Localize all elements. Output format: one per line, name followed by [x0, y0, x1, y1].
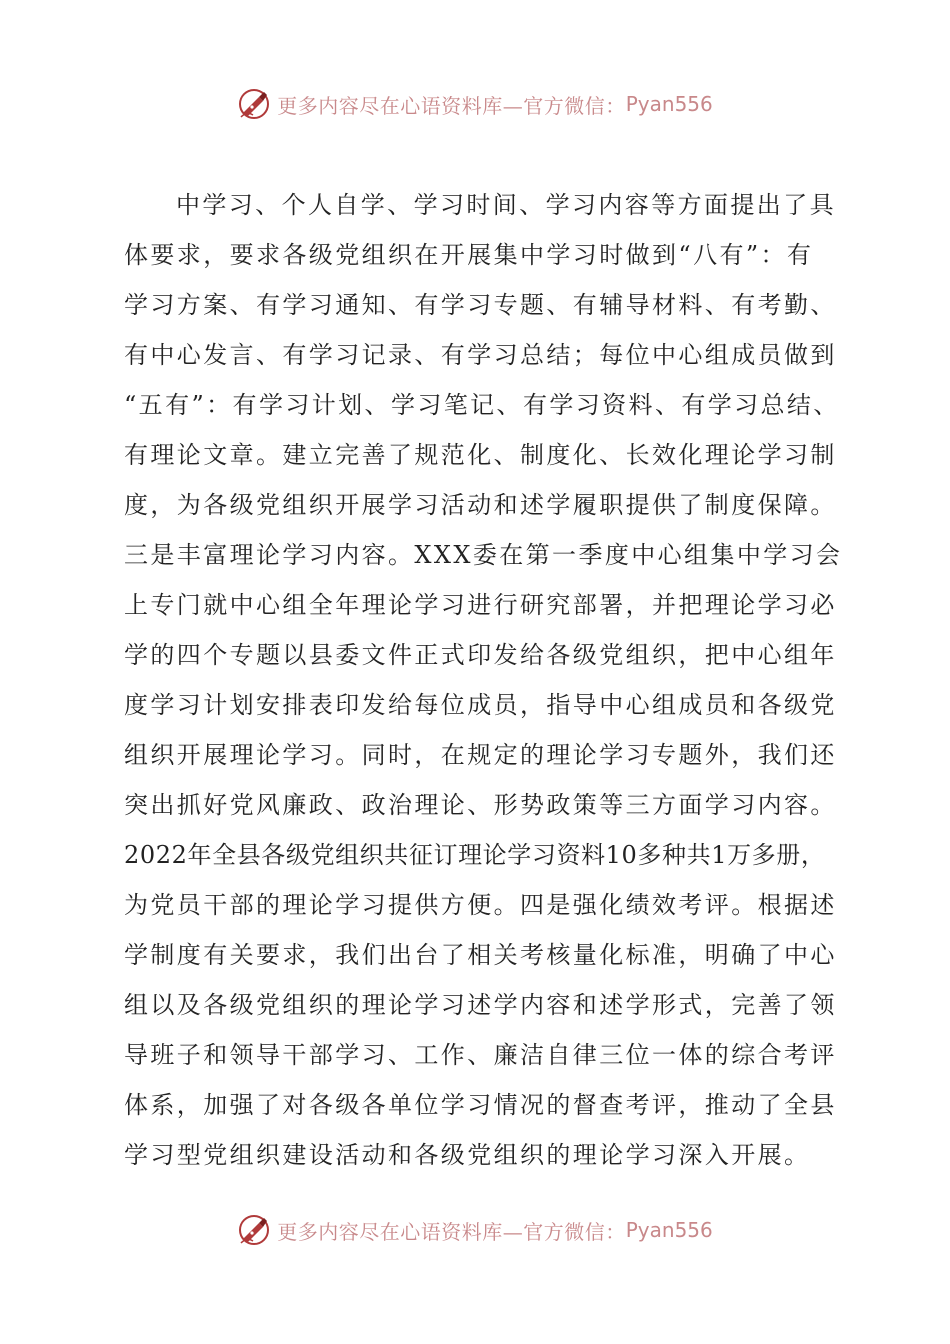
footer-wechat-id: Pyan556 [625, 1218, 713, 1242]
footer-banner [0, 1210, 950, 1250]
body-line: 有理论文章。建立完善了规范化、制度化、长效化理论学习制 [124, 441, 837, 469]
header-banner [0, 84, 950, 124]
header-wechat-id: Pyan556 [625, 92, 713, 116]
body-line: 学制度有关要求，我们出台了相关考核量化标准，明确了中心 [124, 941, 837, 969]
body-line: 突出抓好党风廉政、政治理论、形势政策等三方面学习内容。 [124, 791, 837, 819]
body-line: 组织开展理论学习。同时，在规定的理论学习专题外，我们还 [124, 741, 837, 769]
body-line: 2022年全县各级党组织共征订理论学习资料10多种共1万多册， [124, 841, 826, 869]
body-line: 三是丰富理论学习内容。XXX委在第一季度中心组集中学习会 [124, 541, 843, 569]
pen-nib-logo-icon [237, 1213, 271, 1247]
body-line: 学的四个专题以县委文件正式印发给各级党组织，把中心组年 [124, 641, 837, 669]
body-line: 度学习计划安排表印发给每位成员，指导中心组成员和各级党 [124, 691, 837, 719]
pen-nib-logo-icon [237, 87, 271, 121]
body-line: 为党员干部的理论学习提供方便。四是强化绩效考评。根据述 [124, 891, 837, 919]
body-line: 中学习、个人自学、学习时间、学习内容等方面提出了具 [176, 191, 836, 219]
body-line: 上专门就中心组全年理论学习进行研究部署，并把理论学习必 [124, 591, 837, 619]
footer-banner-text: 更多内容尽在心语资料库—官方微信： [277, 1219, 626, 1244]
body-line: 体系，加强了对各级各单位学习情况的督查考评，推动了全县 [124, 1091, 837, 1119]
body-line: “五有”：有学习计划、学习笔记、有学习资料、有学习总结、 [124, 391, 840, 419]
body-line: 有中心发言、有学习记录、有学习总结；每位中心组成员做到 [124, 341, 837, 369]
header-banner-text: 更多内容尽在心语资料库—官方微信： [277, 93, 626, 118]
body-line: 体要求，要求各级党组织在开展集中学习时做到“八有”：有 [124, 241, 814, 269]
body-line: 组以及各级党组织的理论学习述学内容和述学形式，完善了领 [124, 991, 837, 1019]
body-line: 导班子和领导干部学习、工作、廉洁自律三位一体的综合考评 [124, 1041, 837, 1069]
document-body [124, 180, 843, 1180]
body-line: 学习型党组织建设活动和各级党组织的理论学习深入开展。 [124, 1141, 811, 1169]
body-line: 度，为各级党组织开展学习活动和述学履职提供了制度保障。 [124, 491, 837, 519]
body-line: 学习方案、有学习通知、有学习专题、有辅导材料、有考勤、 [124, 291, 837, 319]
